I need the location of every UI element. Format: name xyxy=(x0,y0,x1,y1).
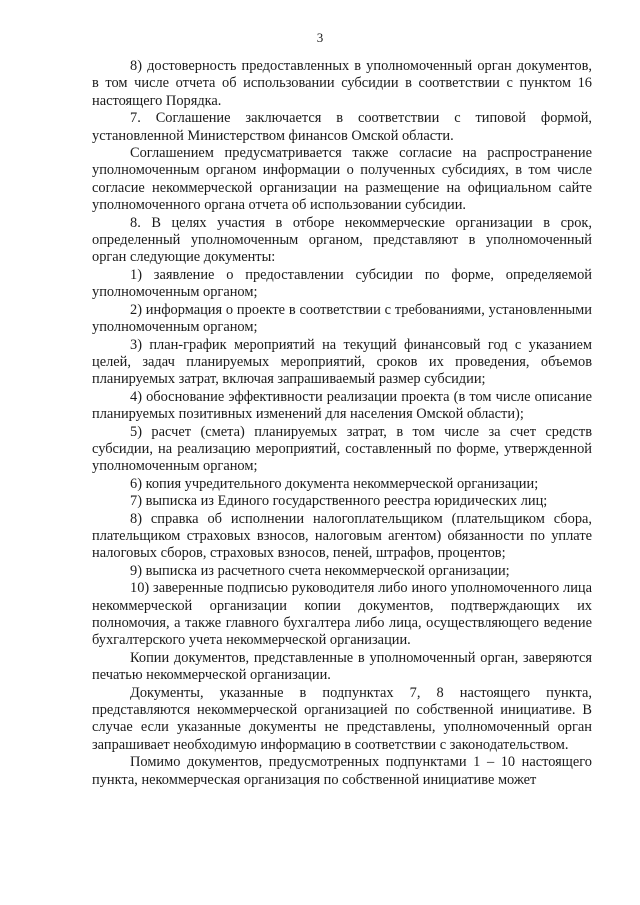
list-item: 7) выписка из Единого государственного реестра юридических лиц; xyxy=(130,493,548,510)
list-item: 1) заявление о предоставлении субсидии по форме, определяемой уполномоченным органом; xyxy=(92,266,592,301)
list-item: 4) обоснование эффективности реализации проекта (в том числе описание планируемых позитивных изменений для населения Омской области); xyxy=(92,388,592,423)
paragraph: Копии документов, представленные в уполномоченный орган, заверяются печатью некоммерческой организации. xyxy=(92,649,592,684)
document-body xyxy=(92,58,592,789)
paragraph: Соглашением предусматривается также согласие на распространение уполномоченным органом информации о полученных субсидиях, в том числе согласие некоммерческой организации на размещение на официальном сайте уполномоченного органа отчета об использовании субсидии. xyxy=(92,145,592,214)
list-item: 3) план-график мероприятий на текущий финансовый год с указанием целей, задач планируемых мероприятий, сроков их проведения, объемов планируемых затрат, включая запрашиваемый размер субсидии; xyxy=(92,336,592,388)
list-item: 10) заверенные подписью руководителя либо иного уполномоченного лица некоммерческой организации копии документов, подтверждающих их полномочия, а также главного бухгалтера либо лица, осуществляющего ведение бухгалтерского учета некоммерческой организации. xyxy=(92,580,592,649)
list-item: 9) выписка из расчетного счета некоммерческой организации; xyxy=(130,562,510,579)
list-item: 5) расчет (смета) планируемых затрат, в том числе за счет средств субсидии, на реализацию мероприятий, составленный по форме, утвержденной уполномоченным органом; xyxy=(92,423,592,475)
paragraph: Помимо документов, предусмотренных подпунктами 1 – 10 настоящего пункта, некоммерческая организация по собственной инициативе может xyxy=(92,754,592,788)
list-item: 2) информация о проекте в соответствии с требованиями, установленными уполномоченным органом; xyxy=(92,301,592,336)
paragraph: Документы, указанные в подпунктах 7, 8 настоящего пункта, представляются некоммерческой организацией по собственной инициативе. В случае если указанные документы не представлены, уполномоченный орган запрашивает необходимую информацию в соответствии с законодательством. xyxy=(92,684,592,753)
paragraph: 8) достоверность предоставленных в уполномоченный орган документов, в том числе отчета об использовании субсидии в соответствии с пунктом 16 настоящего Порядка. xyxy=(92,58,592,109)
paragraph: 8. В целях участия в отборе некоммерческие организации в срок, определенный уполномоченным органом, представляют в уполномоченный орган следующие документы: xyxy=(92,214,592,266)
list-item: 6) копия учредительного документа некоммерческой организации; xyxy=(130,475,539,492)
page-number: 3 xyxy=(316,30,324,45)
list-item: 8) справка об исполнении налогоплательщиком (плательщиком сбора, плательщиком страховых взносов, налоговым агентом) обязанности по уплате налоговых сборов, страховых взносов, пеней, штрафов, процентов; xyxy=(92,510,592,562)
paragraph: 7. Соглашение заключается в соответствии с типовой формой, установленной Министерством финансов Омской области. xyxy=(92,110,592,144)
